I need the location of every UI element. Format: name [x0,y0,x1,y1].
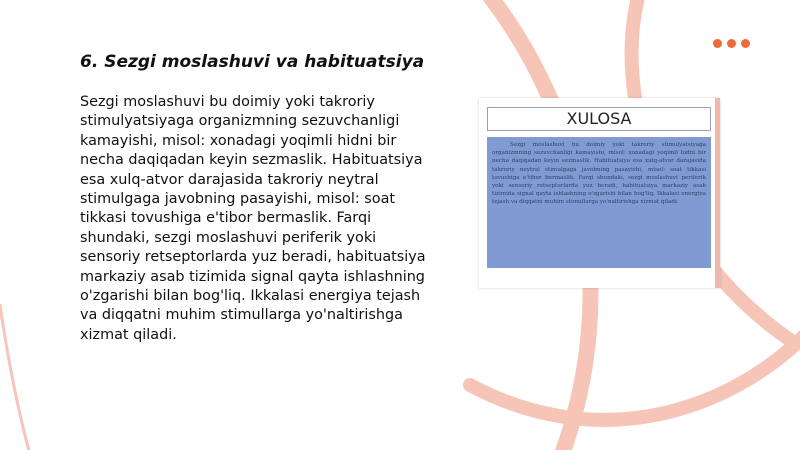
slide-body-text: Sezgi moslashuvi bu doimiy yoki takroriy stimulyatsiyaga organizmning sezuvchanligi kamayishi, misol: xonadagi yoqimli hidni bir necha daqiqadan keyin sezmaslik. Habituatsiya esa xulq-atvor darajasida takroriy neytral stimulgaga javobning pasayishi, misol: soat tikkasi tovushiga e'tibor bermaslik. Farqi shundaki, sezgi moslashuvi periferik yoki sensoriy retseptorlarda yuz beradi, habituatsiya markaziy asab tizimida signal qayta ishlashning o'zgarishi bilan bog'liq. Ikkalasi energiya tejash va diqqatni muhim stimullarga yo'naltirishga xizmat qiladi. [80,94,426,343]
dot [741,39,750,48]
summary-card [479,98,720,288]
menu-dots-icon [713,39,750,48]
summary-card-accent-edge [715,98,720,288]
background-arc-left [0,305,30,450]
summary-card-body: Sezgi moslashuvi bu doimiy yoki takroriy stimulyatsiyaga organizmning sezuvchanligi kamayishi, misol: xonadagi yoqimli hidni bir necha daqiqadan keyin sezmaslik. Habituatsiya esa xulq-atvor darajasida takroriy neytral stimulgaga javobning pasayishi, misol: soat tikkasi tovushiga e'tibor bermaslik. Farqi shundaki, sezgi moslashuvi periferik yoki sensoriy retseptorlarda yuz beradi, habituatsiya markaziy asab tizimida signal qayta ishlashning o'zgarishi bilan bog'liq. Ikkalasi energiya tejash va diqqatni muhim stimullarga yo'naltirishga xizmat qiladi. [487,137,711,268]
background-arc-bottom [470,335,800,420]
slide-title: 6. Sezgi moslashuvi va habituatsiya [80,52,425,72]
summary-card-title: XULOSA [487,107,711,131]
dot [713,39,722,48]
dot [727,39,736,48]
